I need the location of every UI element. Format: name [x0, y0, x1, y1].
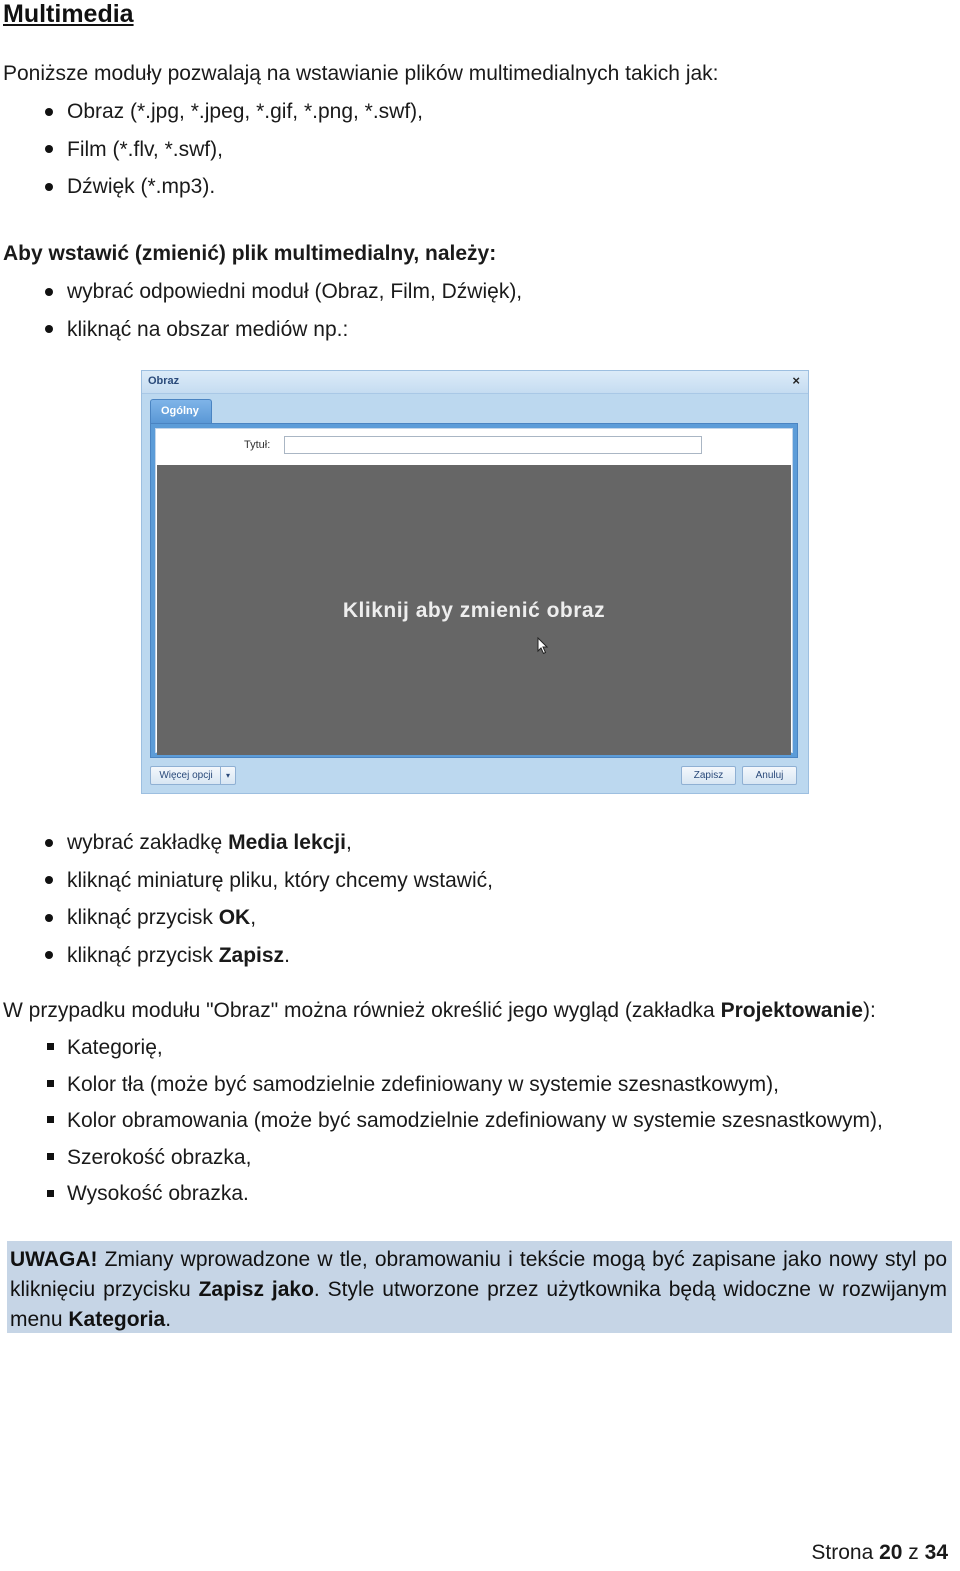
list-item: Kategorię, [0, 1030, 883, 1067]
list-item: kliknąć przycisk Zapisz. [0, 937, 493, 975]
bullet-icon [45, 839, 53, 847]
image-dialog [141, 370, 809, 794]
steps-list-a [0, 273, 522, 348]
list-item: Kolor obramowania (może być samodzielnie zdefiniowany w systemie szesnastkowym), [0, 1103, 883, 1140]
bullet-icon [45, 108, 53, 116]
list-item: Wysokość obrazka. [0, 1176, 883, 1213]
mouse-pointer-icon [537, 637, 549, 655]
file-types-list [0, 93, 423, 206]
warning-label: UWAGA! [10, 1248, 98, 1271]
bullet-icon [45, 876, 53, 884]
more-options-button[interactable] [150, 766, 236, 785]
cancel-button[interactable]: Anuluj [742, 766, 797, 785]
list-item: Kolor tła (może być samodzielnie zdefiniowany w systemie szesnastkowym), [0, 1067, 883, 1104]
list-item: Film (*.flv, *.swf), [0, 131, 423, 169]
list-item: kliknąć miniaturę pliku, który chcemy wstawić, [0, 862, 493, 900]
title-label: Tytuł: [244, 439, 271, 451]
tab-label: Ogólny [161, 405, 199, 417]
tab-general[interactable] [150, 399, 212, 423]
design-intro: W przypadku modułu "Obraz" można również określić jego wygląd (zakładka Projektowanie): [3, 999, 876, 1022]
close-icon[interactable]: × [792, 373, 800, 388]
title-input[interactable] [284, 436, 702, 454]
square-bullet-icon [47, 1080, 54, 1087]
square-bullet-icon [47, 1043, 54, 1050]
dialog-content [155, 428, 793, 753]
dialog-body [150, 423, 798, 758]
square-bullet-icon [47, 1190, 54, 1197]
list-item: kliknąć przycisk OK, [0, 899, 493, 937]
list-item: Szerokość obrazka, [0, 1140, 883, 1177]
list-item: wybrać odpowiedni moduł (Obraz, Film, Dźwięk), [0, 273, 522, 311]
square-bullet-icon [47, 1153, 54, 1160]
list-item: Dźwięk (*.mp3). [0, 168, 423, 206]
bullet-icon [45, 914, 53, 922]
page-title: Multimedia [3, 0, 134, 28]
bullet-icon [45, 951, 53, 959]
media-prompt: Kliknij aby zmienić obraz [342, 599, 606, 622]
chevron-down-icon[interactable]: ▾ [220, 767, 235, 784]
bullet-icon [45, 145, 53, 153]
design-options-list [0, 1030, 883, 1213]
page-number: Strona 20 z 34 [811, 1541, 948, 1564]
how-to-heading: Aby wstawić (zmienić) plik multimedialny, należy: [3, 242, 497, 265]
steps-list-b [0, 824, 493, 974]
square-bullet-icon [47, 1116, 54, 1123]
bullet-icon [45, 288, 53, 296]
save-button[interactable]: Zapisz [681, 766, 736, 785]
list-item: wybrać zakładkę Media lekcji, [0, 824, 493, 862]
dialog-title: Obraz [148, 375, 180, 387]
more-options-label: Więcej opcji [159, 770, 213, 781]
list-item: kliknąć na obszar mediów np.: [0, 311, 522, 349]
media-area[interactable] [157, 465, 791, 755]
intro-text: Poniższe moduły pozwalają na wstawianie plików multimedialnych takich jak: [3, 62, 719, 85]
warning-note: UWAGA! Zmiany wprowadzone w tle, obramowaniu i tekście mogą być zapisane jako nowy styl po kliknięciu przycisku Zapisz jako. Style utworzone przez użytkownika będą widoczne w rozwijanym menu Kategoria. [7, 1241, 952, 1333]
list-item: Obraz (*.jpg, *.jpeg, *.gif, *.png, *.swf), [0, 93, 423, 131]
bullet-icon [45, 325, 53, 333]
dialog-header [142, 371, 808, 394]
bullet-icon [45, 183, 53, 191]
